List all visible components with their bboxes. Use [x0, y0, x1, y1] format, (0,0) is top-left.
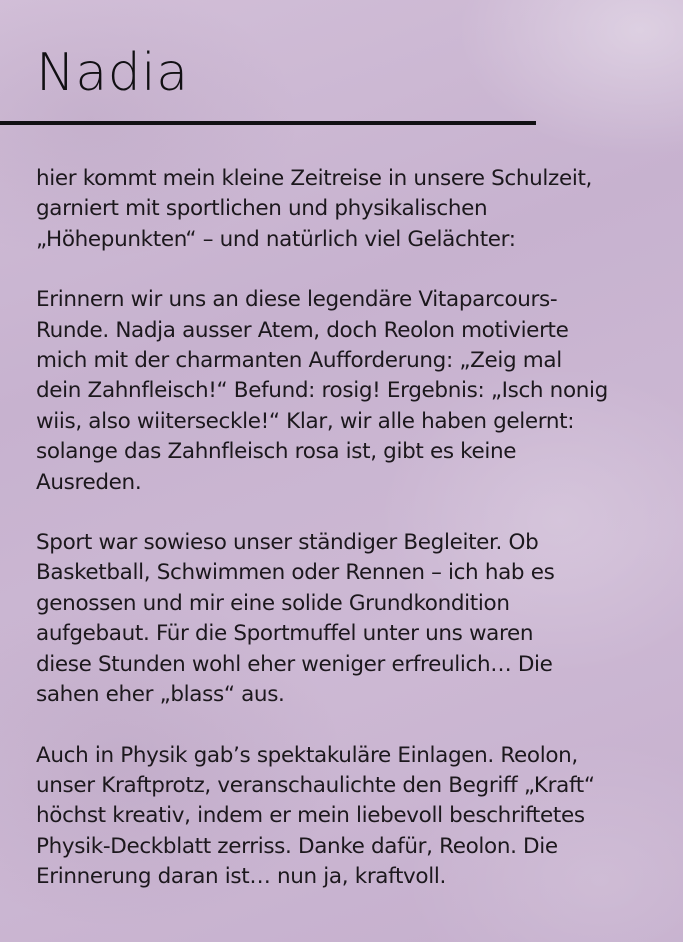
text-line: diese Stunden wohl eher weniger erfreulich… Die — [36, 651, 553, 677]
text-line: Erinnerung daran ist… nun ja, kraftvoll. — [36, 864, 446, 890]
text-line: Sport war sowieso unser ständiger Begleiter. Ob — [36, 530, 539, 556]
text-line: Ausreden. — [36, 469, 142, 495]
text-line: dein Zahnfleisch!“ Befund: rosig! Ergebnis: „Isch nonig — [36, 378, 608, 404]
text-line: Auch in Physik gab’s spektakuläre Einlagen. Reolon, — [36, 742, 578, 768]
text-line: mich mit der charmanten Aufforderung: „Zeig mal — [36, 348, 562, 374]
paragraph-physik — [36, 741, 666, 893]
text-line: „Höhepunkten“ – und natürlich viel Gelächter: — [36, 226, 516, 252]
text-line: unser Kraftprotz, veranschaulichte den Begriff „Kraft“ — [36, 772, 595, 798]
text-line: sahen eher „blass“ aus. — [36, 682, 285, 708]
text-line: hier kommt mein kleine Zeitreise in unsere Schulzeit, — [36, 166, 593, 191]
text-line: wiis, also wiiterseckle!“ Klar, wir alle haben gelernt: — [36, 408, 575, 434]
text-line: garniert mit sportlichen und physikalischen — [36, 196, 488, 222]
paragraph-vitaparcours — [36, 285, 666, 498]
text-line: Runde. Nadja ausser Atem, doch Reolon motivierte — [36, 317, 569, 343]
text-line: Physik-Deckblatt zerriss. Danke dafür, Reolon. Die — [36, 833, 558, 859]
page-title: Nadia — [36, 43, 189, 103]
paragraph-intro — [36, 164, 666, 255]
text-line: genossen und mir eine solide Grundkondition — [36, 590, 510, 616]
text-line: höchst kreativ, indem er mein liebevoll beschriftetes — [36, 803, 585, 829]
paragraph-sport — [36, 528, 666, 710]
title-divider — [0, 121, 536, 125]
text-line: Erinnern wir uns an diese legendäre Vitaparcours- — [36, 287, 558, 313]
text-line: aufgebaut. Für die Sportmuffel unter uns waren — [36, 621, 534, 647]
text-line: Basketball, Schwimmen oder Rennen – ich hab es — [36, 560, 555, 586]
body-text — [36, 164, 666, 923]
text-line: solange das Zahnfleisch rosa ist, gibt es keine — [36, 439, 517, 465]
